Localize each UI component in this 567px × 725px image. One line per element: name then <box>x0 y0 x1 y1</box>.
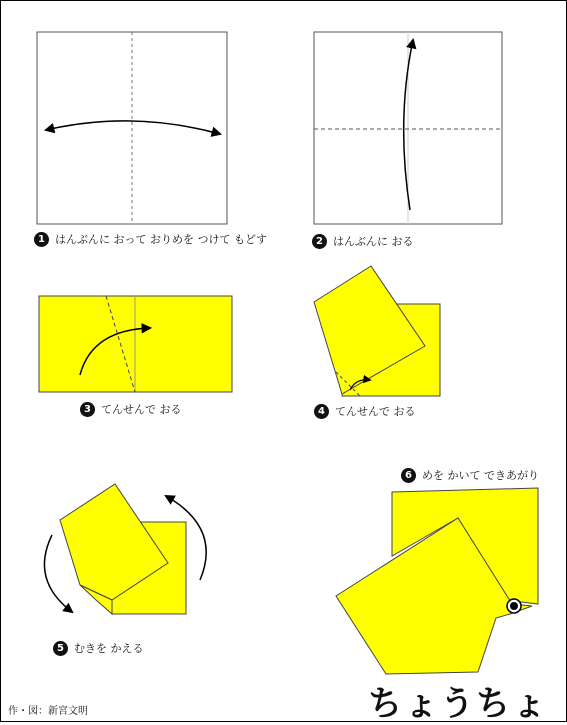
step3-diagram <box>39 296 232 392</box>
step-number-badge: 5 <box>53 641 68 656</box>
step-text: てんせんで おる <box>335 405 416 418</box>
step-6-caption <box>401 467 539 483</box>
step-text: はんぶんに おる <box>333 235 414 248</box>
step4-diagram <box>314 266 440 396</box>
step-text: はんぶんに おって おりめを つけて もどす <box>55 233 267 246</box>
step-number-badge: 2 <box>312 234 327 249</box>
step-3-caption <box>80 401 182 417</box>
step6-diagram <box>336 488 538 674</box>
step2-diagram <box>314 32 502 224</box>
step-number-badge: 1 <box>34 232 49 247</box>
step-1-caption <box>34 231 267 247</box>
step1-diagram <box>37 32 227 224</box>
step-number-badge: 3 <box>80 402 95 417</box>
step-2-caption <box>312 233 414 249</box>
step-4-caption <box>314 403 416 419</box>
step-text: てんせんで おる <box>101 403 182 416</box>
author-credit: 作・図：新宮文明 <box>8 706 88 717</box>
step-number-badge: 4 <box>314 404 329 419</box>
step-number-badge: 6 <box>401 468 416 483</box>
step-text: むきを かえる <box>74 642 144 655</box>
step-text: めを かいて できあがり <box>422 469 539 482</box>
butterfly-eye-pupil <box>510 602 518 610</box>
page-title: ちょうちょ <box>368 684 548 724</box>
step-5-caption <box>53 640 144 656</box>
step5-diagram <box>44 484 206 614</box>
